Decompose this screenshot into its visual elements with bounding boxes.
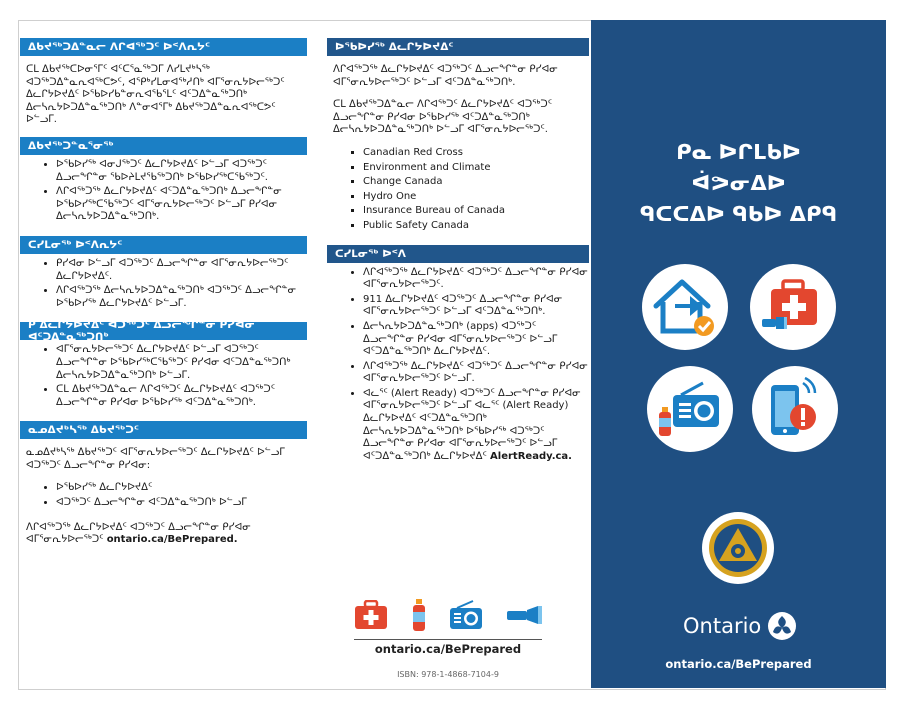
list-item: ▪ Hydro One	[363, 191, 589, 204]
ontario-logo	[683, 611, 813, 641]
cover-title-line: ᑭᓇ ᐅᒋᒪᑲᐅ	[676, 140, 801, 164]
section-title: ᑭ ᐃᓚᒋᔭᐅᔪᐃᑦ ᐊᑐᖅᑐᑦ ᐃᓗᓕᖏᓐᓂ ᑭᓯᐊᓂ ᐊᑦᑐᐃᓐᓇᖅᑐᑎᒃ	[20, 322, 307, 340]
trillium-seal-icon	[704, 514, 772, 582]
list-item: • ᐃᓕᓴᕆᔭᐅᑐᐃᓐᓇᖅᑐᑎᒃ (apps) ᐊᑐᖅᑐᑦ ᐃᓗᓕᖏᓐᓂ ᑭᓯᐊᓂ ᐊᒥᕐᓂᕆᔭᐅᓕᖅᑐᑦ ᐅᓪᓗᒥ ᐊᑦᑐᐃᓐᓇᖅᑐᑎᒃ ᐃᓚᒋᔭᐅᔪᐃᑦ.	[363, 321, 589, 359]
section-helpers	[20, 137, 307, 224]
radio-circle	[647, 366, 733, 452]
footer-link[interactable]: ontario.ca/BePrepared.	[106, 534, 238, 546]
section-contacts	[327, 38, 589, 233]
list-item: ▪ Insurance Bureau of Canada	[363, 205, 589, 218]
section-title: ᓇᓄᐃᔪᒃᓴᖅ ᐃᑲᔪᖅᑐᑦ	[20, 421, 307, 439]
emergency-management-seal	[702, 512, 774, 584]
kit-icons-row	[354, 598, 544, 632]
list-item: • ᐅᖃᐅᓯᖅ ᐃᓚᒋᔭᐅᔪᐃᑦ	[56, 482, 307, 495]
section-household	[20, 319, 307, 409]
list-item: ▪ Canadian Red Cross	[363, 147, 589, 160]
list-item: • ᐱᒋᐊᖅᑐᖅ ᐃᓕᓴᕆᔭᐅᑐᐃᓐᓇᖅᑐᑎᒃ ᐊᑐᖅᑐᑦ ᐃᓗᓕᖏᓐᓂ ᐅᖃᐅᓯᖅ ᐃᓚᒋᔭᐅᔪᐃᑦ ᐅᓪᓗᒥ.	[56, 285, 307, 310]
section-title: ᐃᑲᔪᖅᑐᓐᓇᕐᓂᖅ	[20, 137, 307, 155]
radio-bottle-icon	[657, 379, 723, 439]
radio-icon	[449, 600, 483, 630]
first-aid-flashlight-icon	[761, 279, 825, 335]
bullet-list	[20, 344, 307, 409]
list-item: • ᑭᓯᐊᓂ ᐅᓪᓗᒥ ᐊᑐᖅᑐᑦ ᐃᓗᓕᖏᓐᓂ ᐊᒥᕐᓂᕆᔭᐅᓕᖅᑐᑦ ᐃᓚᒋᔭᐅᔪᐃᑦ.	[56, 258, 307, 283]
first-aid-kit-icon	[354, 600, 388, 630]
section-alerts	[327, 245, 589, 464]
ontario-wordmark: Ontario	[683, 614, 762, 638]
section-help	[20, 38, 307, 127]
footer-text	[26, 522, 301, 547]
list-item: • ᐊᒥᕐᓂᕆᔭᐅᓕᖅᑐᑦ ᐃᓚᒋᔭᐅᔪᐃᑦ ᐅᓪᓗᒥ ᐊᑐᖅᑐᑦ ᐃᓗᓕᖏᓐᓂ ᐅᖃᐅᓯᖅᑕᖃᖅᑐᑦ ᑭᓯᐊᓂ ᐊᑦᑐᐃᓐᓇᖅᑐᑎᒃ ᐃᓕᓴᕆᔭᐅᑐᐃᓐᓇᖅᑐᑎᒃ ᐅᓪᓗᒥ.	[56, 344, 307, 382]
section-title: ᑕᓯᒪᓂᖅ ᐅᑉᐱᕆᔭᑦ	[20, 236, 307, 254]
list-item: ▪ Environment and Climate	[363, 162, 589, 175]
cover-panel	[591, 20, 886, 688]
cover-title	[591, 137, 886, 230]
section-safety	[20, 236, 307, 310]
middle-column	[327, 38, 589, 475]
phone-alert-icon	[765, 377, 825, 441]
list-item: • 911 ᐃᓚᒋᔭᐅᔪᐃᑦ ᐊᑐᖅᑐᑦ ᐃᓗᓕᖏᓐᓂ ᑭᓯᐊᓂ ᐊᒥᕐᓂᕆᔭᐅᓕᖅᑐᑦ ᐅᓪᓗᒥ ᐊᑦᑐᐃᓐᓇᖅᑐᑎᒃ.	[363, 294, 589, 319]
section-title: ᐃᑲᔪᖅᑐᐃᓐᓇᓕ ᐱᒋᐊᖅᑐᑦ ᐅᑉᐱᕆᔭᑦ	[20, 38, 307, 56]
list-item: • ᐱᒋᐊᖅᑐᖅ ᐃᓚᒋᔭᐅᔪᐃᑦ ᐊᑐᖅᑐᑦ ᐃᓗᓕᖏᓐᓂ ᑭᓯᐊᓂ ᐊᒥᕐᓂᕆᔭᐅᓕᖅᑐᑦ ᐅᓪᓗᒥ.	[363, 361, 589, 386]
evacuation-house-circle	[642, 264, 728, 350]
section-text: ᑕᒪ ᐃᑲᔪᖅᑐᐃᓐᓇᓕ ᐱᒋᐊᖅᑐᑦ ᐃᓚᒋᔭᐅᔪᐃᑦ ᐊᑐᖅᑐᑦ ᐃᓗᓕᖏᓐᓂ ᑭᓯᐊᓂ ᐅᖃᐅᓯᖅ ᐊᑦᑐᐃᓐᓇᖅᑐᑎᒃ ᐃᓕᓴᕆᔭᐅᑐᐃᓐᓇᖅᑐᑎᒃ ᐅᓪᓗᒥ ᐊᒥᕐᓂᕆᔭᐅᓕᖅᑐᑦ.	[333, 99, 553, 136]
section-text: ᐱᒋᐊᖅᑐᖅ ᐃᓚᒋᔭᐅᔪᐃᑦ ᐊᑐᖅᑐᑦ ᐃᓗᓕᖏᓐᓂ ᑭᓯᐊᓂ ᐊᒥᕐᓂᕆᔭᐅᓕᖅᑐᑦ ᐅᓪᓗᒥ ᐊᑦᑐᐃᓐᓇᖅᑐᑎᒃ.	[333, 64, 558, 88]
bullet-list	[20, 482, 307, 509]
list-item-text: ᐊᓚᕐᑦ (Alert Ready) ᐊᑐᖅᑐᑦ ᐃᓗᓕᖏᓐᓂ ᑭᓯᐊᓂ ᐊᒥᕐᓂᕆᔭᐅᓕᖅᑐᑦ ᐅᓪᓗᒥ ᐊᓚᕐᑦ (Alert Ready) ᐃᓚᒋᔭᐅᔪᐃᑦ ᐊᑦᑐᐃᓐᓇᖅᑐᑎᒃ ᐃᓕᓴᕆᔭᐅᑐᐃᓐᓇᖅᑐᑎᒃ ᐅᖃᐅᓯᖅ ᐊᑐᖅᑐᑦ ᐃᓗᓕᖏᓐᓂ ᑭᓯᐊᓂ ᐊᒥᕐᓂᕆᔭᐅᓕᖅᑐᑦ ᐅᓪᓗᒥ ᐊᑦᑐᐃᓐᓇᖅᑐᑎᒃ ᐃᓚᒋᔭᐅᔪᐃᑦ	[363, 387, 581, 462]
section-emergency-kit	[20, 421, 307, 547]
list-item: • ᑕᒪ ᐃᑲᔪᖅᑐᐃᓐᓇᓕ ᐱᒋᐊᖅᑐᑦ ᐃᓚᒋᔭᐅᔪᐃᑦ ᐊᑐᖅᑐᑦ ᐃᓗᓕᖏᓐᓂ ᑭᓯᐊᓂ ᐅᖃᐅᓯᖅ ᐊᑦᑐᐃᓐᓇᖅᑐᑎᒃ.	[56, 384, 307, 409]
list-item: • ᐱᒋᐊᖅᑐᖅ ᐃᓚᒋᔭᐅᔪᐃᑦ ᐊᑦᑐᐃᓐᓇᖅᑐᑎᒃ ᐃᓗᓕᖏᓐᓂ ᐅᖃᐅᓯᖅᑕᖃᖅᑐᑦ ᐊᒥᕐᓂᕆᔭᐅᓕᖅᑐᑦ ᐅᓪᓗᒥ ᑭᓯᐊᓂ ᐃᓕᓴᕆᔭᐅᑐᐃᓐᓇᖅᑐᑎᒃ.	[56, 186, 307, 224]
list-item: • ᐅᖃᐅᓯᖅ ᐊᓂᒍᖅᑐᑦ ᐃᓚᒋᔭᐅᔪᐃᑦ ᐅᓪᓗᒥ ᐊᑐᖅᑐᑦ ᐃᓗᓕᖏᓐᓂ ᖃᐅᔨᒪᔪᖃᖅᑐᑎᒃ ᐅᖃᐅᓯᖅᑕᖃᖅᑐᑦ.	[56, 159, 307, 184]
bullet-list	[20, 159, 307, 224]
organization-list	[327, 147, 589, 233]
alert-ready-link[interactable]: AlertReady.ca.	[490, 450, 572, 462]
flashlight-icon	[506, 605, 544, 625]
section-title: ᐅᖃᐅᓯᖅ ᐃᓚᒋᔭᐅᔪᐃᑦ	[327, 38, 589, 56]
section-text: ᑕᒪ ᐃᑲᔪᖅᑕᐅᓂᕐᒥᑦ ᐊᑦᑕᕐᓇᖅᑐᒥ ᐱᓯᒪᔪᒃᓴᖅ ᐊᑐᖅᑐᐃᓐᓇᕆᐊᖅᑕᕗᑦ, ᐊᕿᒃᓯᒪᓂᐊᖅᓱᑎᒃ ᐊᒥᕐᓂᕆᔭᐅᓕᖅᑐᑦ ᐃᓚᒋᔭᐅᔪᐃᑦ ᐅᖃᐅᓯᑲᓐᓂᕆᐊᖃᕐᒪᑦ ᐊᑦᑐᐃᓐᓇᖅᑐᑎᒃ ᐃᓕᓴᕆᔭᐅᑐᐃᓐᓇᖅᑐᑎᒃ ᐱᓐᓂᐊᕐᒥᒃ ᐃᑲᔪᖅᑐᐃᓐᓇᕆᐊᖅᑕᕗᑦ ᐅᓪᓗᒥ.	[26, 64, 285, 126]
first-aid-circle	[750, 264, 836, 350]
list-item: • ᐱᒋᐊᖅᑐᖅ ᐃᓚᒋᔭᐅᔪᐃᑦ ᐊᑐᖅᑐᑦ ᐃᓗᓕᖏᓐᓂ ᑭᓯᐊᓂ ᐊᒥᕐᓂᕆᔭᐅᓕᖅᑐᑦ.	[363, 267, 589, 292]
left-column	[20, 38, 307, 557]
cover-title-line: ᑫᑕᑕᐃᐅ ᑫᑲᐅ ᐃᑭᑫ	[639, 202, 838, 226]
section-text: ᓇᓄᐃᔪᒃᓴᖅ ᐃᑲᔪᖅᑐᑦ ᐊᒥᕐᓂᕆᔭᐅᓕᖅᑐᑦ ᐃᓚᒋᔭᐅᔪᐃᑦ ᐅᓪᓗᒥ ᐊᑐᖅᑐᑦ ᐃᓗᓕᖏᓐᓂ ᑭᓯᐊᓂ:	[26, 447, 285, 471]
list-item	[363, 388, 589, 464]
trillium-icon	[767, 611, 797, 641]
section-title: ᑕᓯᒪᓂᖅ ᐅᑉᐱ	[327, 245, 589, 263]
divider	[354, 639, 542, 640]
house-evacuation-icon	[652, 276, 718, 338]
bullet-list	[327, 267, 589, 464]
water-bottle-icon	[411, 598, 427, 632]
cover-website-link[interactable]: ontario.ca/BePrepared	[665, 657, 812, 671]
footer-text-body: ᐱᒋᐊᖅᑐᖅ ᐃᓚᒋᔭᐅᔪᐃᑦ ᐊᑐᖅᑐᑦ ᐃᓗᓕᖏᓐᓂ ᑭᓯᐊᓂ ᐊᒥᕐᓂᕆᔭᐅᓕᖅᑐᑦ	[26, 521, 251, 546]
isbn-text: ISBN: 978-1-4868-7104-9	[397, 670, 499, 679]
list-item: ▪ Change Canada	[363, 176, 589, 189]
cover-title-line: ᐋᕗᓂᐃᐅ	[691, 171, 786, 195]
bullet-list	[20, 258, 307, 310]
list-item: • ᐊᑐᖅᑐᑦ ᐃᓗᓕᖏᓐᓂ ᐊᑦᑐᐃᓐᓇᖅᑐᑎᒃ ᐅᓪᓗᒥ	[56, 497, 307, 510]
website-link[interactable]: ontario.ca/BePrepared	[374, 642, 522, 656]
phone-alert-circle	[752, 366, 838, 452]
list-item: ▪ Public Safety Canada	[363, 220, 589, 233]
